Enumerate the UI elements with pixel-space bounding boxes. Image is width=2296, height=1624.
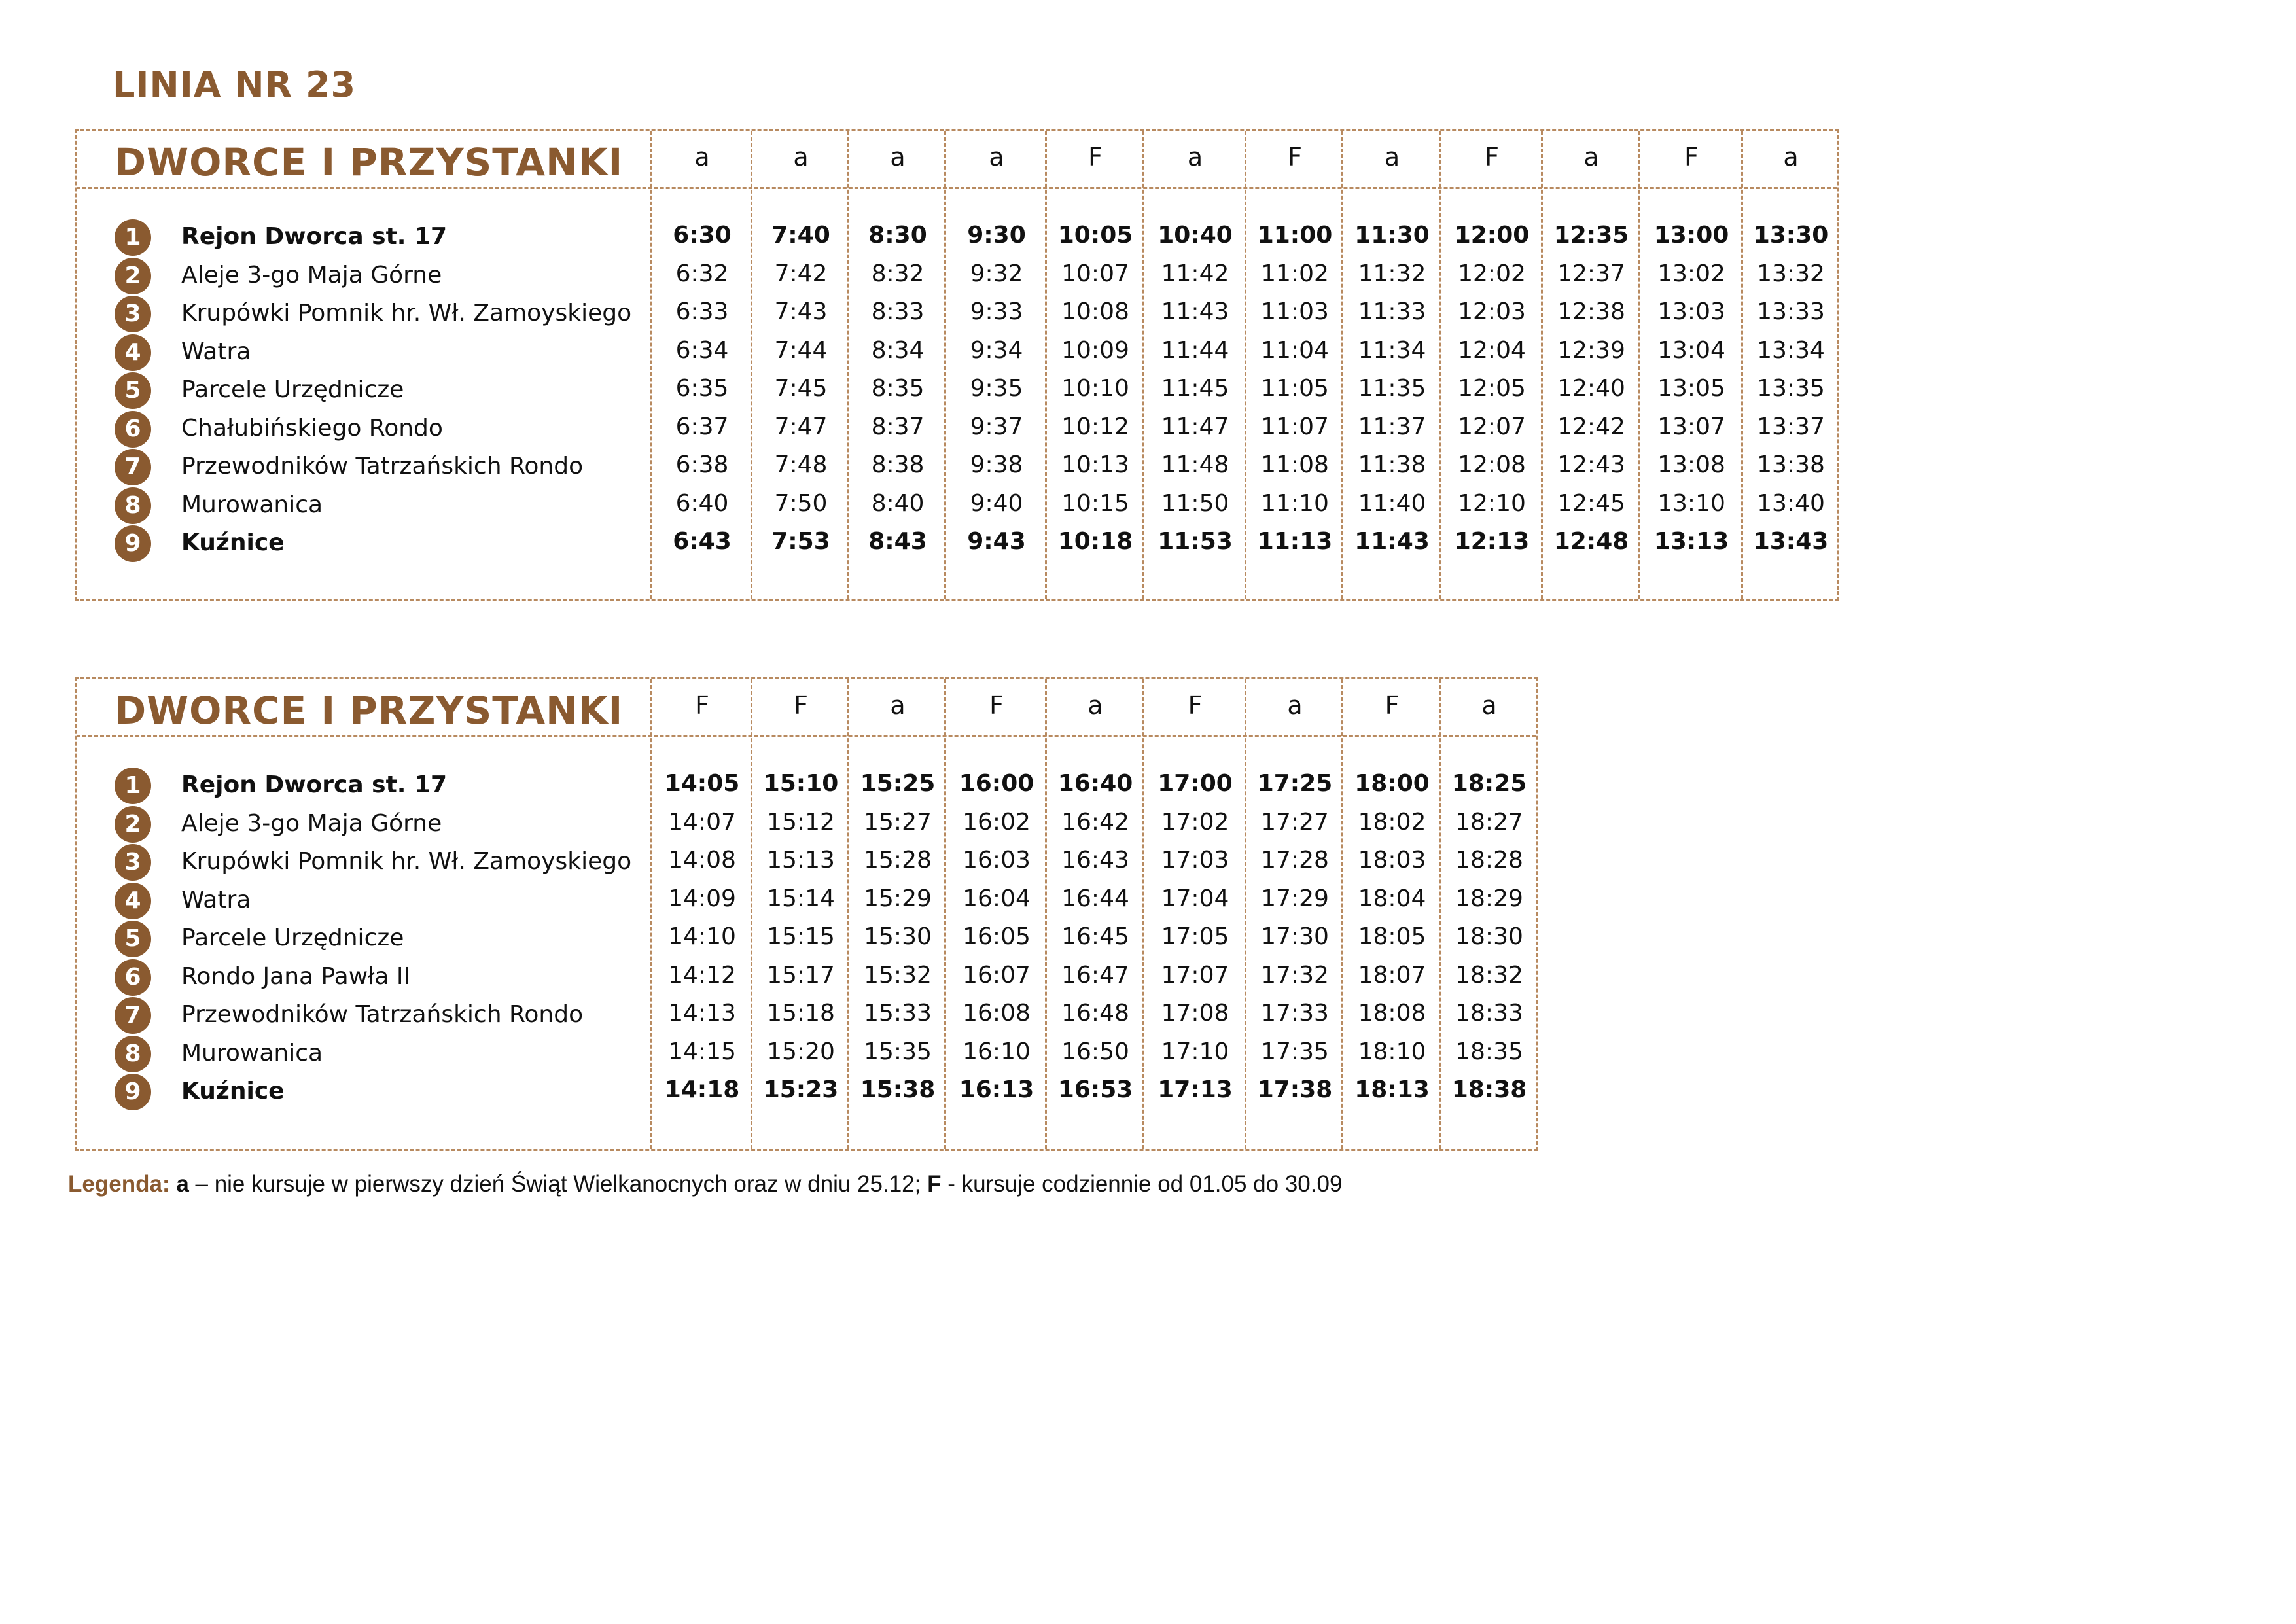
departure-time: 15:20 bbox=[767, 1038, 835, 1065]
departure-column bbox=[1439, 679, 1538, 1149]
stop-number-badge: 3 bbox=[115, 844, 151, 881]
departure-column bbox=[650, 679, 752, 1149]
stop-row bbox=[77, 372, 652, 410]
departure-column bbox=[751, 679, 849, 1149]
departure-time: 15:29 bbox=[864, 885, 932, 912]
departure-time: 17:08 bbox=[1161, 1000, 1229, 1027]
stop-name: Aleje 3-go Maja Górne bbox=[181, 809, 442, 837]
departure-time: 7:47 bbox=[774, 413, 828, 440]
departure-time: 18:05 bbox=[1358, 923, 1426, 950]
departure-time: 13:02 bbox=[1657, 260, 1725, 287]
departure-mark: F bbox=[1485, 143, 1499, 171]
departure-time: 18:02 bbox=[1358, 808, 1426, 836]
stop-name: Przewodników Tatrzańskich Rondo bbox=[181, 1001, 584, 1028]
departure-time: 10:09 bbox=[1061, 336, 1129, 364]
stop-row bbox=[77, 1074, 652, 1112]
departure-mark: F bbox=[794, 691, 808, 720]
departure-time: 12:43 bbox=[1557, 451, 1625, 478]
departure-mark: F bbox=[1288, 143, 1302, 171]
departure-mark: F bbox=[695, 691, 709, 720]
departure-time: 17:30 bbox=[1261, 923, 1329, 950]
departure-time: 11:50 bbox=[1161, 489, 1229, 517]
departure-time: 17:05 bbox=[1161, 923, 1229, 950]
stop-number-badge: 5 bbox=[115, 372, 151, 409]
departure-time: 15:38 bbox=[860, 1076, 936, 1103]
departure-time: 14:10 bbox=[668, 923, 736, 950]
departure-time: 8:34 bbox=[871, 336, 925, 364]
legend-f-text: - kursuje codziennie od 01.05 do 30.09 bbox=[941, 1171, 1343, 1197]
departure-mark: a bbox=[1481, 691, 1497, 720]
departure-time: 14:13 bbox=[668, 1000, 736, 1027]
departure-column bbox=[1045, 131, 1144, 599]
departure-time: 18:35 bbox=[1455, 1038, 1523, 1065]
departure-time: 11:53 bbox=[1157, 528, 1233, 555]
stop-name: Przewodników Tatrzańskich Rondo bbox=[181, 453, 584, 480]
departure-time: 14:15 bbox=[668, 1038, 736, 1065]
departure-time: 6:34 bbox=[675, 336, 729, 364]
stop-row bbox=[77, 997, 652, 1035]
departure-time: 17:27 bbox=[1261, 808, 1329, 836]
departure-time: 13:13 bbox=[1653, 528, 1729, 555]
stop-row bbox=[77, 219, 652, 257]
departure-time: 11:00 bbox=[1257, 222, 1333, 249]
departure-time: 14:12 bbox=[668, 961, 736, 989]
departure-time: 6:30 bbox=[673, 222, 732, 249]
departure-time: 9:40 bbox=[970, 489, 1023, 517]
stop-number-badge: 6 bbox=[115, 959, 151, 996]
legend-label: Legenda: bbox=[68, 1171, 170, 1197]
departure-mark: a bbox=[890, 143, 906, 171]
departure-column bbox=[1142, 131, 1246, 599]
departure-time: 10:08 bbox=[1061, 298, 1129, 325]
departure-mark: a bbox=[989, 143, 1004, 171]
departure-time: 12:39 bbox=[1557, 336, 1625, 364]
departure-time: 6:33 bbox=[675, 298, 729, 325]
departure-time: 13:05 bbox=[1657, 375, 1725, 402]
departure-time: 13:08 bbox=[1657, 451, 1725, 478]
departure-time: 11:10 bbox=[1261, 489, 1329, 517]
departure-time: 11:32 bbox=[1358, 260, 1426, 287]
departure-time: 11:30 bbox=[1354, 222, 1430, 249]
departure-time: 15:32 bbox=[864, 961, 932, 989]
departure-time: 18:10 bbox=[1358, 1038, 1426, 1065]
departure-time: 17:00 bbox=[1157, 770, 1233, 797]
departure-time: 7:40 bbox=[771, 222, 830, 249]
stop-row bbox=[77, 883, 652, 921]
stop-row bbox=[77, 449, 652, 487]
departure-time: 13:37 bbox=[1757, 413, 1825, 440]
departure-mark: a bbox=[890, 691, 906, 720]
departure-time: 12:40 bbox=[1557, 375, 1625, 402]
departure-time: 11:37 bbox=[1358, 413, 1426, 440]
departure-time: 16:50 bbox=[1061, 1038, 1129, 1065]
stop-number-badge: 8 bbox=[115, 1036, 151, 1072]
departure-time: 16:44 bbox=[1061, 885, 1129, 912]
departure-time: 6:38 bbox=[675, 451, 729, 478]
departure-time: 6:35 bbox=[675, 375, 729, 402]
departure-time: 18:30 bbox=[1455, 923, 1523, 950]
departure-time: 18:28 bbox=[1455, 847, 1523, 874]
stop-number-badge: 2 bbox=[115, 806, 151, 843]
departure-time: 12:08 bbox=[1458, 451, 1526, 478]
stop-name: Rejon Dworca st. 17 bbox=[181, 771, 448, 798]
departure-time: 12:37 bbox=[1557, 260, 1625, 287]
legend-a-key: a bbox=[176, 1171, 189, 1197]
departure-time: 13:03 bbox=[1657, 298, 1725, 325]
stop-name: Kuźnice bbox=[181, 1078, 285, 1104]
departure-time: 16:00 bbox=[959, 770, 1034, 797]
departure-mark: a bbox=[1187, 143, 1203, 171]
departure-time: 18:25 bbox=[1451, 770, 1527, 797]
departure-time: 8:37 bbox=[871, 413, 925, 440]
departure-time: 6:37 bbox=[675, 413, 729, 440]
departure-time: 13:30 bbox=[1753, 222, 1829, 249]
departure-time: 17:02 bbox=[1161, 808, 1229, 836]
stop-name: Parcele Urzędnicze bbox=[181, 376, 404, 403]
stop-row bbox=[77, 1036, 652, 1074]
departure-time: 17:32 bbox=[1261, 961, 1329, 989]
departure-time: 15:23 bbox=[763, 1076, 839, 1103]
legend-f-key: F bbox=[927, 1171, 942, 1197]
departure-time: 8:35 bbox=[871, 375, 925, 402]
departure-column bbox=[1045, 679, 1144, 1149]
departure-time: 9:35 bbox=[970, 375, 1023, 402]
timetable-2 bbox=[75, 677, 1538, 1151]
departure-time: 10:18 bbox=[1057, 528, 1133, 555]
departure-time: 11:35 bbox=[1358, 375, 1426, 402]
departure-column bbox=[944, 131, 1047, 599]
stop-name: Kuźnice bbox=[181, 529, 285, 556]
stop-number-badge: 9 bbox=[115, 1074, 151, 1110]
departure-time: 18:07 bbox=[1358, 961, 1426, 989]
legend-a-text: – nie kursuje w pierwszy dzień Świąt Wielkanocnych oraz w dniu 25.12; bbox=[188, 1171, 928, 1197]
departure-time: 9:34 bbox=[970, 336, 1023, 364]
departure-time: 18:08 bbox=[1358, 1000, 1426, 1027]
departure-time: 13:04 bbox=[1657, 336, 1725, 364]
departure-time: 16:07 bbox=[963, 961, 1031, 989]
departure-time: 11:45 bbox=[1161, 375, 1229, 402]
departure-time: 14:05 bbox=[664, 770, 740, 797]
departure-time: 13:40 bbox=[1757, 489, 1825, 517]
departure-time: 18:27 bbox=[1455, 808, 1523, 836]
departure-time: 11:43 bbox=[1161, 298, 1229, 325]
stop-name: Murowanica bbox=[181, 1039, 323, 1067]
departure-time: 15:14 bbox=[767, 885, 835, 912]
departure-time: 15:10 bbox=[763, 770, 839, 797]
departure-time: 17:28 bbox=[1261, 847, 1329, 874]
departure-time: 12:00 bbox=[1454, 222, 1530, 249]
departure-time: 16:13 bbox=[959, 1076, 1034, 1103]
departure-time: 6:43 bbox=[673, 528, 732, 555]
departure-time: 17:13 bbox=[1157, 1076, 1233, 1103]
departure-time: 16:03 bbox=[963, 847, 1031, 874]
departure-time: 11:42 bbox=[1161, 260, 1229, 287]
departure-time: 18:38 bbox=[1451, 1076, 1527, 1103]
stop-name: Rondo Jana Pawła II bbox=[181, 962, 411, 990]
departure-time: 12:13 bbox=[1454, 528, 1530, 555]
legend bbox=[68, 1171, 1342, 1197]
stops-header-title: DWORCE I PRZYSTANKI bbox=[115, 688, 624, 733]
departure-column bbox=[1341, 679, 1441, 1149]
departure-time: 8:32 bbox=[871, 260, 925, 287]
departure-time: 6:32 bbox=[675, 260, 729, 287]
stop-number-badge: 7 bbox=[115, 449, 151, 485]
departure-time: 11:08 bbox=[1261, 451, 1329, 478]
departure-time: 16:40 bbox=[1057, 770, 1133, 797]
departure-column bbox=[944, 679, 1047, 1149]
departure-time: 15:33 bbox=[864, 1000, 932, 1027]
departure-time: 16:48 bbox=[1061, 1000, 1129, 1027]
stop-name: Krupówki Pomnik hr. Wł. Zamoyskiego bbox=[181, 848, 632, 875]
departure-time: 14:18 bbox=[664, 1076, 740, 1103]
departure-column bbox=[1741, 131, 1839, 599]
stop-name: Chałubińskiego Rondo bbox=[181, 414, 443, 442]
departure-mark: a bbox=[1783, 143, 1799, 171]
departure-time: 18:03 bbox=[1358, 847, 1426, 874]
departure-time: 15:35 bbox=[864, 1038, 932, 1065]
timetable-1 bbox=[75, 129, 1839, 601]
departure-time: 13:10 bbox=[1657, 489, 1725, 517]
stop-row bbox=[77, 258, 652, 296]
departure-mark: a bbox=[1384, 143, 1400, 171]
departure-time: 7:50 bbox=[774, 489, 828, 517]
departure-mark: a bbox=[694, 143, 710, 171]
stop-number-badge: 3 bbox=[115, 296, 151, 332]
departure-time: 10:15 bbox=[1061, 489, 1129, 517]
departure-time: 9:37 bbox=[970, 413, 1023, 440]
departure-column bbox=[1638, 131, 1743, 599]
stop-row bbox=[77, 844, 652, 882]
departure-time: 17:10 bbox=[1161, 1038, 1229, 1065]
departure-time: 10:10 bbox=[1061, 375, 1129, 402]
departure-column bbox=[847, 131, 946, 599]
departure-time: 15:17 bbox=[767, 961, 835, 989]
departure-time: 11:02 bbox=[1261, 260, 1329, 287]
departure-time: 14:08 bbox=[668, 847, 736, 874]
departure-time: 17:29 bbox=[1261, 885, 1329, 912]
stop-row bbox=[77, 334, 652, 372]
departure-time: 17:38 bbox=[1257, 1076, 1333, 1103]
departure-time: 18:29 bbox=[1455, 885, 1523, 912]
departure-mark: F bbox=[1684, 143, 1699, 171]
departure-time: 11:43 bbox=[1354, 528, 1430, 555]
departure-time: 13:00 bbox=[1653, 222, 1729, 249]
departure-time: 18:33 bbox=[1455, 1000, 1523, 1027]
stop-name: Watra bbox=[181, 338, 251, 365]
departure-time: 11:40 bbox=[1358, 489, 1426, 517]
departure-time: 12:05 bbox=[1458, 375, 1526, 402]
departure-time: 12:10 bbox=[1458, 489, 1526, 517]
departure-time: 15:25 bbox=[860, 770, 936, 797]
departure-time: 9:33 bbox=[970, 298, 1023, 325]
departure-time: 17:35 bbox=[1261, 1038, 1329, 1065]
stop-row bbox=[77, 296, 652, 334]
departure-time: 11:44 bbox=[1161, 336, 1229, 364]
departure-column bbox=[1439, 131, 1543, 599]
departure-time: 11:03 bbox=[1261, 298, 1329, 325]
departure-time: 11:04 bbox=[1261, 336, 1329, 364]
departure-time: 12:35 bbox=[1553, 222, 1629, 249]
departure-time: 7:45 bbox=[774, 375, 828, 402]
departure-time: 15:13 bbox=[767, 847, 835, 874]
stop-number-badge: 9 bbox=[115, 525, 151, 562]
departure-time: 17:25 bbox=[1257, 770, 1333, 797]
departure-time: 13:33 bbox=[1757, 298, 1825, 325]
departure-time: 9:38 bbox=[970, 451, 1023, 478]
departure-mark: F bbox=[1088, 143, 1103, 171]
stops-header-title: DWORCE I PRZYSTANKI bbox=[115, 140, 624, 185]
departure-time: 16:42 bbox=[1061, 808, 1129, 836]
departure-time: 7:48 bbox=[774, 451, 828, 478]
departure-time: 8:38 bbox=[871, 451, 925, 478]
departure-time: 12:03 bbox=[1458, 298, 1526, 325]
departure-time: 12:48 bbox=[1553, 528, 1629, 555]
departure-time: 13:38 bbox=[1757, 451, 1825, 478]
departure-time: 7:53 bbox=[771, 528, 830, 555]
departure-time: 11:33 bbox=[1358, 298, 1426, 325]
departure-time: 11:05 bbox=[1261, 375, 1329, 402]
stop-name: Parcele Urzędnicze bbox=[181, 925, 404, 951]
departure-time: 10:13 bbox=[1061, 451, 1129, 478]
stop-number-badge: 5 bbox=[115, 921, 151, 957]
departure-time: 16:47 bbox=[1061, 961, 1129, 989]
departure-time: 15:15 bbox=[767, 923, 835, 950]
departure-time: 11:48 bbox=[1161, 451, 1229, 478]
departure-time: 13:43 bbox=[1753, 528, 1829, 555]
stop-row bbox=[77, 411, 652, 449]
departure-time: 8:40 bbox=[871, 489, 925, 517]
departure-time: 15:30 bbox=[864, 923, 932, 950]
departure-time: 15:28 bbox=[864, 847, 932, 874]
stop-number-badge: 1 bbox=[115, 768, 151, 804]
departure-time: 18:00 bbox=[1354, 770, 1430, 797]
departure-time: 8:30 bbox=[868, 222, 927, 249]
page-title: LINIA NR 23 bbox=[113, 64, 357, 105]
departure-time: 8:43 bbox=[868, 528, 927, 555]
departure-time: 12:42 bbox=[1557, 413, 1625, 440]
departure-time: 16:43 bbox=[1061, 847, 1129, 874]
departure-time: 6:40 bbox=[675, 489, 729, 517]
departure-time: 18:13 bbox=[1354, 1076, 1430, 1103]
stop-row bbox=[77, 768, 652, 805]
departure-time: 11:07 bbox=[1261, 413, 1329, 440]
departure-time: 17:03 bbox=[1161, 847, 1229, 874]
stop-name: Murowanica bbox=[181, 491, 323, 518]
departure-time: 15:12 bbox=[767, 808, 835, 836]
departure-time: 10:05 bbox=[1057, 222, 1133, 249]
departure-time: 12:07 bbox=[1458, 413, 1526, 440]
departure-time: 16:08 bbox=[963, 1000, 1031, 1027]
stop-row bbox=[77, 921, 652, 959]
departure-time: 17:07 bbox=[1161, 961, 1229, 989]
departure-time: 10:07 bbox=[1061, 260, 1129, 287]
departure-mark: a bbox=[1287, 691, 1303, 720]
departure-time: 13:32 bbox=[1757, 260, 1825, 287]
stop-row bbox=[77, 959, 652, 997]
departure-column bbox=[650, 131, 752, 599]
stop-number-badge: 4 bbox=[115, 334, 151, 371]
stop-number-badge: 6 bbox=[115, 411, 151, 448]
departure-time: 12:38 bbox=[1557, 298, 1625, 325]
departure-mark: F bbox=[1188, 691, 1203, 720]
stop-name: Krupówki Pomnik hr. Wł. Zamoyskiego bbox=[181, 300, 632, 327]
departure-time: 9:30 bbox=[967, 222, 1026, 249]
stop-row bbox=[77, 487, 652, 525]
departure-time: 11:38 bbox=[1358, 451, 1426, 478]
stop-name: Rejon Dworca st. 17 bbox=[181, 223, 448, 250]
departure-time: 13:07 bbox=[1657, 413, 1725, 440]
departure-column bbox=[847, 679, 946, 1149]
departure-time: 11:34 bbox=[1358, 336, 1426, 364]
departure-time: 8:33 bbox=[871, 298, 925, 325]
departure-time: 16:05 bbox=[963, 923, 1031, 950]
departure-mark: F bbox=[1385, 691, 1400, 720]
departure-time: 9:43 bbox=[967, 528, 1026, 555]
departure-time: 7:44 bbox=[774, 336, 828, 364]
departure-time: 10:12 bbox=[1061, 413, 1129, 440]
stop-row bbox=[77, 806, 652, 844]
departure-time: 16:45 bbox=[1061, 923, 1129, 950]
departure-mark: a bbox=[793, 143, 809, 171]
stop-name: Watra bbox=[181, 886, 251, 913]
departure-column bbox=[751, 131, 849, 599]
departure-time: 14:07 bbox=[668, 808, 736, 836]
departure-time: 16:04 bbox=[963, 885, 1031, 912]
departure-time: 16:02 bbox=[963, 808, 1031, 836]
departure-mark: F bbox=[989, 691, 1004, 720]
departure-time: 17:33 bbox=[1261, 1000, 1329, 1027]
stop-number-badge: 7 bbox=[115, 997, 151, 1034]
stop-number-badge: 4 bbox=[115, 883, 151, 919]
stop-name: Aleje 3-go Maja Górne bbox=[181, 261, 442, 289]
departure-time: 10:40 bbox=[1157, 222, 1233, 249]
departure-time: 17:04 bbox=[1161, 885, 1229, 912]
departure-time: 9:32 bbox=[970, 260, 1023, 287]
departure-time: 16:53 bbox=[1057, 1076, 1133, 1103]
stop-number-badge: 1 bbox=[115, 219, 151, 256]
departure-time: 11:13 bbox=[1257, 528, 1333, 555]
departure-time: 12:02 bbox=[1458, 260, 1526, 287]
departure-time: 16:10 bbox=[963, 1038, 1031, 1065]
departure-mark: a bbox=[1583, 143, 1599, 171]
departure-time: 11:47 bbox=[1161, 413, 1229, 440]
departure-time: 13:34 bbox=[1757, 336, 1825, 364]
departure-time: 13:35 bbox=[1757, 375, 1825, 402]
departure-time: 18:04 bbox=[1358, 885, 1426, 912]
departure-column bbox=[1245, 131, 1343, 599]
departure-time: 15:18 bbox=[767, 1000, 835, 1027]
departure-time: 7:43 bbox=[774, 298, 828, 325]
departure-column bbox=[1142, 679, 1246, 1149]
departure-time: 12:45 bbox=[1557, 489, 1625, 517]
departure-time: 18:32 bbox=[1455, 961, 1523, 989]
stop-number-badge: 8 bbox=[115, 487, 151, 524]
departure-time: 7:42 bbox=[774, 260, 828, 287]
stop-number-badge: 2 bbox=[115, 258, 151, 294]
departure-column bbox=[1541, 131, 1640, 599]
departure-time: 15:27 bbox=[864, 808, 932, 836]
stop-row bbox=[77, 525, 652, 563]
departure-time: 12:04 bbox=[1458, 336, 1526, 364]
departure-column bbox=[1341, 131, 1441, 599]
departure-mark: a bbox=[1087, 691, 1103, 720]
departure-time: 14:09 bbox=[668, 885, 736, 912]
departure-column bbox=[1245, 679, 1343, 1149]
